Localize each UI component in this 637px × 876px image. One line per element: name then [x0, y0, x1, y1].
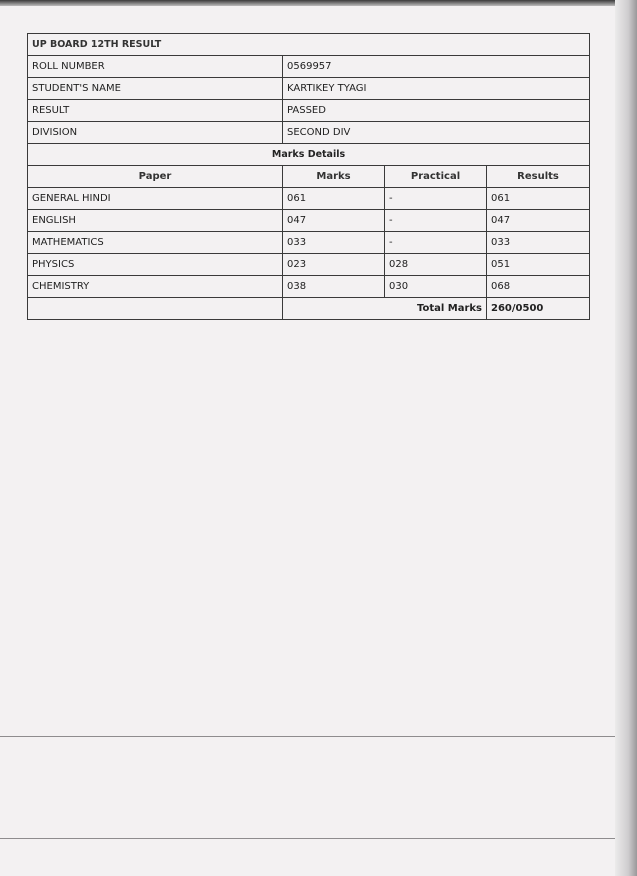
total-marks-label: Total Marks — [283, 298, 487, 320]
column-header-paper: Paper — [28, 166, 283, 188]
info-row-student-name — [28, 78, 590, 100]
paper-cell: CHEMISTRY — [28, 276, 283, 298]
scan-artifact-line — [0, 838, 615, 839]
marks-cell: 047 — [283, 210, 385, 232]
marks-cell: 061 — [283, 188, 385, 210]
paper-cell: GENERAL HINDI — [28, 188, 283, 210]
info-label: RESULT — [28, 100, 283, 122]
info-value: SECOND DIV — [283, 122, 590, 144]
practical-cell: 028 — [385, 254, 487, 276]
practical-cell: - — [385, 188, 487, 210]
result-cell: 051 — [487, 254, 590, 276]
scan-right-edge — [615, 0, 637, 876]
table-row — [28, 210, 590, 232]
table-row — [28, 232, 590, 254]
board-title-row — [28, 34, 590, 56]
board-title: UP BOARD 12TH RESULT — [28, 34, 590, 56]
marks-section-row — [28, 144, 590, 166]
result-cell: 033 — [487, 232, 590, 254]
column-header-practical: Practical — [385, 166, 487, 188]
info-label: DIVISION — [28, 122, 283, 144]
scan-top-edge — [0, 0, 637, 6]
marks-cell: 033 — [283, 232, 385, 254]
paper-cell: ENGLISH — [28, 210, 283, 232]
paper-cell: PHYSICS — [28, 254, 283, 276]
practical-cell: 030 — [385, 276, 487, 298]
info-row-result — [28, 100, 590, 122]
scan-artifact-line — [0, 736, 615, 737]
info-value: PASSED — [283, 100, 590, 122]
table-row — [28, 254, 590, 276]
table-row — [28, 188, 590, 210]
marks-header-row — [28, 166, 590, 188]
column-header-results: Results — [487, 166, 590, 188]
info-label: STUDENT'S NAME — [28, 78, 283, 100]
practical-cell: - — [385, 210, 487, 232]
marks-cell: 023 — [283, 254, 385, 276]
total-row — [28, 298, 590, 320]
result-cell: 061 — [487, 188, 590, 210]
info-value: 0569957 — [283, 56, 590, 78]
column-header-marks: Marks — [283, 166, 385, 188]
info-label: ROLL NUMBER — [28, 56, 283, 78]
info-row-roll-number — [28, 56, 590, 78]
total-marks-value: 260/0500 — [487, 298, 590, 320]
result-table — [27, 33, 590, 320]
result-cell: 047 — [487, 210, 590, 232]
total-empty-cell — [28, 298, 283, 320]
practical-cell: - — [385, 232, 487, 254]
marks-section-title: Marks Details — [28, 144, 590, 166]
result-cell: 068 — [487, 276, 590, 298]
info-row-division — [28, 122, 590, 144]
table-row — [28, 276, 590, 298]
info-value: KARTIKEY TYAGI — [283, 78, 590, 100]
marks-cell: 038 — [283, 276, 385, 298]
paper-cell: MATHEMATICS — [28, 232, 283, 254]
